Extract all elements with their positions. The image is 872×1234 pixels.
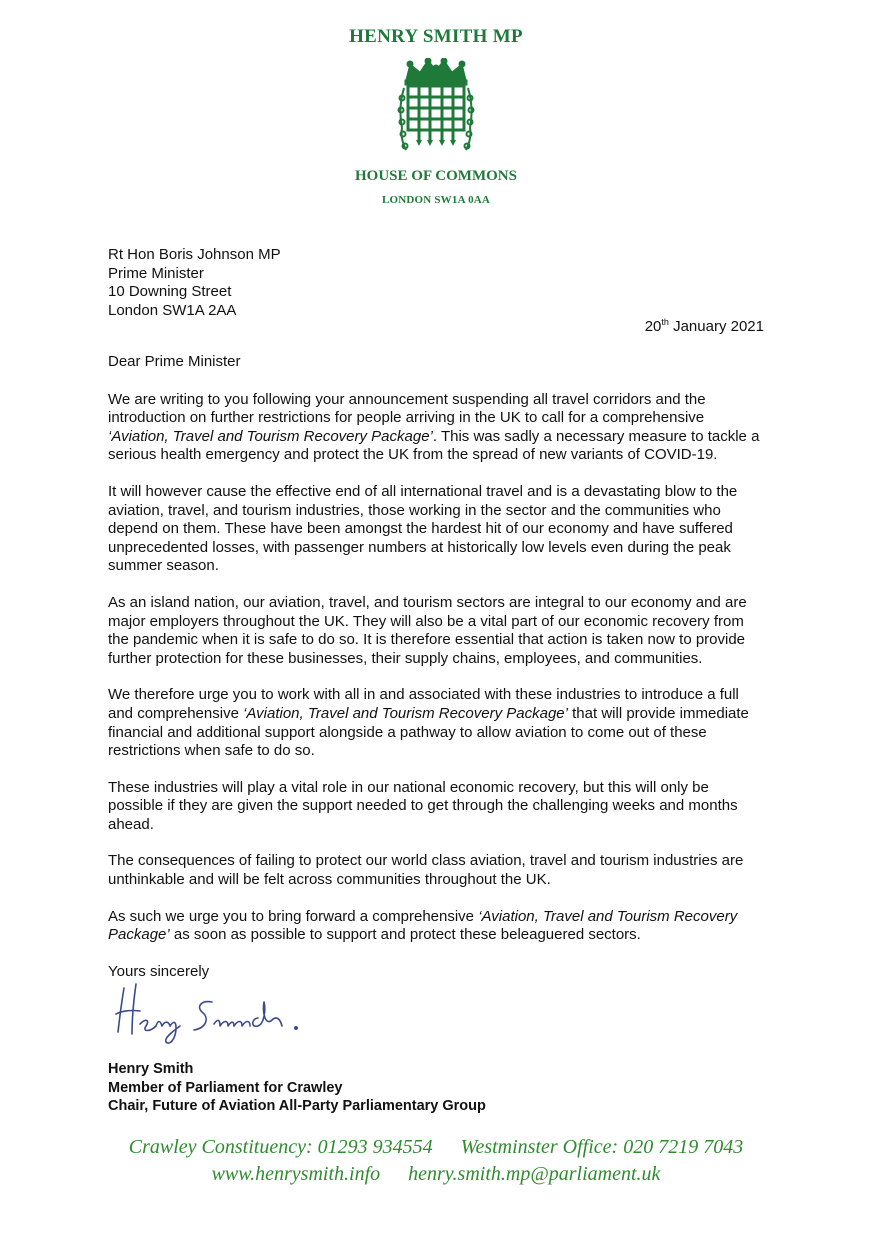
westminster-phone: Westminster Office: 020 7219 7043 xyxy=(460,1136,744,1158)
paragraph-5: These industries will play a vital role in our national economic recovery, but this will only be possible if they are given the support needed to get through the challenging weeks and months ahead. xyxy=(108,778,738,833)
recipient-title: Prime Minister xyxy=(108,264,204,282)
paragraph-1 xyxy=(108,391,768,465)
paragraph-6: The consequences of failing to protect our world class aviation, travel and tourism industries are unthinkable and will be felt across communities throughout the UK. xyxy=(108,852,744,889)
recipient-street: 10 Downing Street xyxy=(108,283,232,301)
paragraph-7-text-end: as soon as possible to support and protect these beleaguered sectors. xyxy=(169,926,641,944)
paragraph-1-text: We are writing to you following your announcement suspending all travel corridors and the introduction on further restrictions for people arriving in the UK to call for a comprehensive xyxy=(108,390,706,427)
signatory-chair: Chair, Future of Aviation All-Party Parliamentary Group xyxy=(108,1098,486,1115)
footer-web xyxy=(0,1161,872,1188)
footer xyxy=(0,1134,872,1188)
handwritten-signature xyxy=(110,980,320,1050)
paragraph-4-text-end: that will provide immediate financial and additional support alongside a pathway to allow aviation to come out of these restrictions when safe to do so. xyxy=(108,704,749,760)
letterhead xyxy=(0,24,872,208)
paragraph-2: It will however cause the effective end of all international travel and is a devastating blow to the aviation, travel, and tourism industries, those working in the sector and the communities who depend on them. These have been amongst the hardest hit of our economy and have suffered unprecedented losses, with passenger numbers at historically low levels even during the peak summer season. xyxy=(108,482,738,575)
closing: Yours sincerely xyxy=(108,962,210,980)
paragraph-4 xyxy=(108,686,768,760)
paragraph-7 xyxy=(108,908,768,945)
recipient-name: Rt Hon Boris Johnson MP xyxy=(108,246,281,263)
letterhead-name: HENRY SMITH MP xyxy=(349,26,523,47)
website-link[interactable]: www.henrysmith.info xyxy=(211,1163,381,1185)
signatory-name: Henry Smith xyxy=(108,1061,194,1077)
paragraph-4-text: We therefore urge you to work with all in and associated with these industries to introduce a full and comprehensive xyxy=(108,686,739,722)
date-rest: January 2021 xyxy=(668,318,764,335)
letter-date xyxy=(645,317,764,337)
salutation: Dear Prime Minister xyxy=(108,353,241,370)
date-suffix: th xyxy=(661,317,669,327)
package-name: ‘Aviation, Travel and Tourism Recovery Package’ xyxy=(108,427,433,445)
paragraph-1-text-end: . This was sadly a necessary measure to tackle a serious health emergency and protect the UK from the spread of new variants of COVID-19. xyxy=(108,427,760,464)
email-link[interactable]: henry.smith.mp@parliament.uk xyxy=(408,1163,661,1185)
constituency-phone: Crawley Constituency: 01293 934554 xyxy=(128,1136,433,1158)
recipient-city: London SW1A 2AA xyxy=(108,301,237,319)
footer-phones xyxy=(0,1134,872,1161)
date-day: 20 xyxy=(644,318,662,335)
portcullis-icon xyxy=(396,58,476,154)
letter-body xyxy=(108,353,768,999)
letterhead-house: HOUSE OF COMMONS xyxy=(355,168,517,184)
recipient-address xyxy=(108,246,281,320)
signatory-block xyxy=(108,1060,486,1116)
paragraph-7-text: As such we urge you to bring forward a comprehensive xyxy=(108,907,479,925)
package-name: ‘Aviation, Travel and Tourism Recovery Package’ xyxy=(243,704,568,722)
package-name: ‘Aviation, Travel and Tourism Recovery Package’ xyxy=(108,907,738,944)
letterhead-address: LONDON SW1A 0AA xyxy=(381,194,491,206)
signatory-role: Member of Parliament for Crawley xyxy=(108,1079,343,1096)
paragraph-3: As an island nation, our aviation, travel, and tourism sectors are integral to our economy and are major employers throughout the UK. They will also be a vital part of our economic recovery from the pandemic when it is safe to do so. It is therefore essential that action is taken now to provide further protection for these businesses, their supply chains, employees, and communities. xyxy=(108,593,747,667)
